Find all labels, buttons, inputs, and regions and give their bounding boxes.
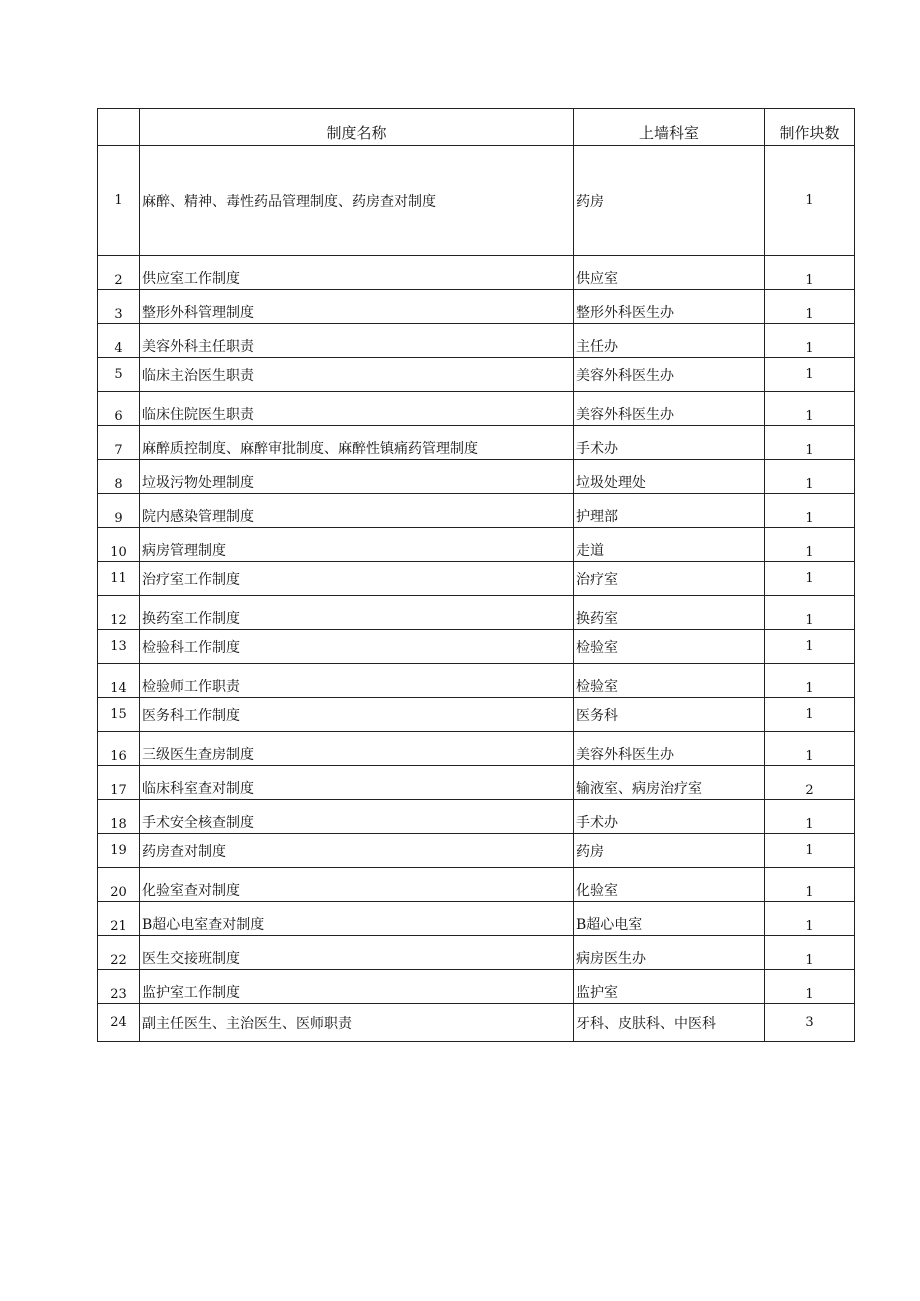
department: 牙科、皮肤科、中医科	[574, 1004, 765, 1042]
table-body	[98, 146, 855, 1042]
department: 治疗室	[574, 562, 765, 596]
regulation-name: 医务科工作制度	[140, 698, 574, 732]
table-row	[98, 732, 855, 766]
board-count: 1	[765, 902, 855, 936]
board-count: 1	[765, 358, 855, 392]
board-count: 1	[765, 528, 855, 562]
table-row	[98, 358, 855, 392]
row-number: 20	[98, 868, 140, 902]
regulation-name: 检验科工作制度	[140, 630, 574, 664]
table-row	[98, 562, 855, 596]
header-department: 上墙科室	[574, 109, 765, 146]
row-number: 14	[98, 664, 140, 698]
board-count: 3	[765, 1004, 855, 1042]
regulations-table	[97, 108, 855, 1042]
department: 药房	[574, 146, 765, 256]
regulation-name: 副主任医生、主治医生、医师职责	[140, 1004, 574, 1042]
table-row	[98, 256, 855, 290]
row-number: 8	[98, 460, 140, 494]
regulation-name: 三级医生查房制度	[140, 732, 574, 766]
department: 病房医生办	[574, 936, 765, 970]
row-number: 18	[98, 800, 140, 834]
table-row	[98, 630, 855, 664]
board-count: 1	[765, 596, 855, 630]
table-row	[98, 146, 855, 256]
row-number: 3	[98, 290, 140, 324]
row-number: 13	[98, 630, 140, 664]
table-row	[98, 392, 855, 426]
board-count: 1	[765, 732, 855, 766]
board-count: 1	[765, 936, 855, 970]
board-count: 1	[765, 146, 855, 256]
row-number: 12	[98, 596, 140, 630]
board-count: 1	[765, 800, 855, 834]
regulation-name: 临床科室查对制度	[140, 766, 574, 800]
board-count: 1	[765, 868, 855, 902]
regulation-name: 整形外科管理制度	[140, 290, 574, 324]
row-number: 16	[98, 732, 140, 766]
row-number: 22	[98, 936, 140, 970]
board-count: 1	[765, 256, 855, 290]
row-number: 11	[98, 562, 140, 596]
regulation-name: 麻醉、精神、毒性药品管理制度、药房查对制度	[140, 146, 574, 256]
regulation-name: 院内感染管理制度	[140, 494, 574, 528]
table-row	[98, 664, 855, 698]
department: 垃圾处理处	[574, 460, 765, 494]
regulation-name: 麻醉质控制度、麻醉审批制度、麻醉性镇痛药管理制度	[140, 426, 574, 460]
regulation-name: 监护室工作制度	[140, 970, 574, 1004]
board-count: 1	[765, 834, 855, 868]
board-count: 1	[765, 970, 855, 1004]
regulation-name: 供应室工作制度	[140, 256, 574, 290]
regulation-name: 换药室工作制度	[140, 596, 574, 630]
row-number: 24	[98, 1004, 140, 1042]
regulation-name: 医生交接班制度	[140, 936, 574, 970]
board-count: 1	[765, 562, 855, 596]
department: 美容外科医生办	[574, 358, 765, 392]
department: 主任办	[574, 324, 765, 358]
table-row	[98, 902, 855, 936]
table-row	[98, 800, 855, 834]
header-regulation-name: 制度名称	[140, 109, 574, 146]
row-number: 1	[98, 146, 140, 256]
board-count: 1	[765, 324, 855, 358]
department: 走道	[574, 528, 765, 562]
row-number: 10	[98, 528, 140, 562]
row-number: 6	[98, 392, 140, 426]
board-count: 1	[765, 460, 855, 494]
board-count: 1	[765, 664, 855, 698]
department: 化验室	[574, 868, 765, 902]
table-row	[98, 698, 855, 732]
board-count: 2	[765, 766, 855, 800]
regulation-name: 手术安全核查制度	[140, 800, 574, 834]
table-row	[98, 290, 855, 324]
regulation-name: 检验师工作职责	[140, 664, 574, 698]
row-number: 9	[98, 494, 140, 528]
department: 护理部	[574, 494, 765, 528]
regulation-name: 治疗室工作制度	[140, 562, 574, 596]
regulation-name: 垃圾污物处理制度	[140, 460, 574, 494]
row-number: 4	[98, 324, 140, 358]
table-row	[98, 766, 855, 800]
table-row	[98, 324, 855, 358]
department: 检验室	[574, 664, 765, 698]
regulation-name: 美容外科主任职责	[140, 324, 574, 358]
header-no	[98, 109, 140, 146]
row-number: 7	[98, 426, 140, 460]
row-number: 17	[98, 766, 140, 800]
table-row	[98, 834, 855, 868]
department: 药房	[574, 834, 765, 868]
row-number: 15	[98, 698, 140, 732]
department: 输液室、病房治疗室	[574, 766, 765, 800]
table-row	[98, 426, 855, 460]
row-number: 19	[98, 834, 140, 868]
board-count: 1	[765, 392, 855, 426]
department: 手术办	[574, 800, 765, 834]
row-number: 2	[98, 256, 140, 290]
board-count: 1	[765, 290, 855, 324]
table-row	[98, 868, 855, 902]
row-number: 23	[98, 970, 140, 1004]
regulation-name: 临床主治医生职责	[140, 358, 574, 392]
department: B超心电室	[574, 902, 765, 936]
table-row	[98, 528, 855, 562]
department: 美容外科医生办	[574, 732, 765, 766]
header-row	[98, 109, 855, 146]
table-row	[98, 494, 855, 528]
header-count: 制作块数	[765, 109, 855, 146]
regulation-name: 病房管理制度	[140, 528, 574, 562]
department: 供应室	[574, 256, 765, 290]
row-number: 21	[98, 902, 140, 936]
regulation-name: 药房查对制度	[140, 834, 574, 868]
department: 监护室	[574, 970, 765, 1004]
department: 美容外科医生办	[574, 392, 765, 426]
table-row	[98, 970, 855, 1004]
table-row	[98, 936, 855, 970]
board-count: 1	[765, 630, 855, 664]
regulation-name: 临床住院医生职责	[140, 392, 574, 426]
regulation-name: 化验室查对制度	[140, 868, 574, 902]
department: 医务科	[574, 698, 765, 732]
board-count: 1	[765, 494, 855, 528]
row-number: 5	[98, 358, 140, 392]
department: 手术办	[574, 426, 765, 460]
board-count: 1	[765, 426, 855, 460]
department: 检验室	[574, 630, 765, 664]
department: 换药室	[574, 596, 765, 630]
department: 整形外科医生办	[574, 290, 765, 324]
board-count: 1	[765, 698, 855, 732]
table-row	[98, 596, 855, 630]
table-row	[98, 1004, 855, 1042]
regulation-name: B超心电室查对制度	[140, 902, 574, 936]
table-row	[98, 460, 855, 494]
